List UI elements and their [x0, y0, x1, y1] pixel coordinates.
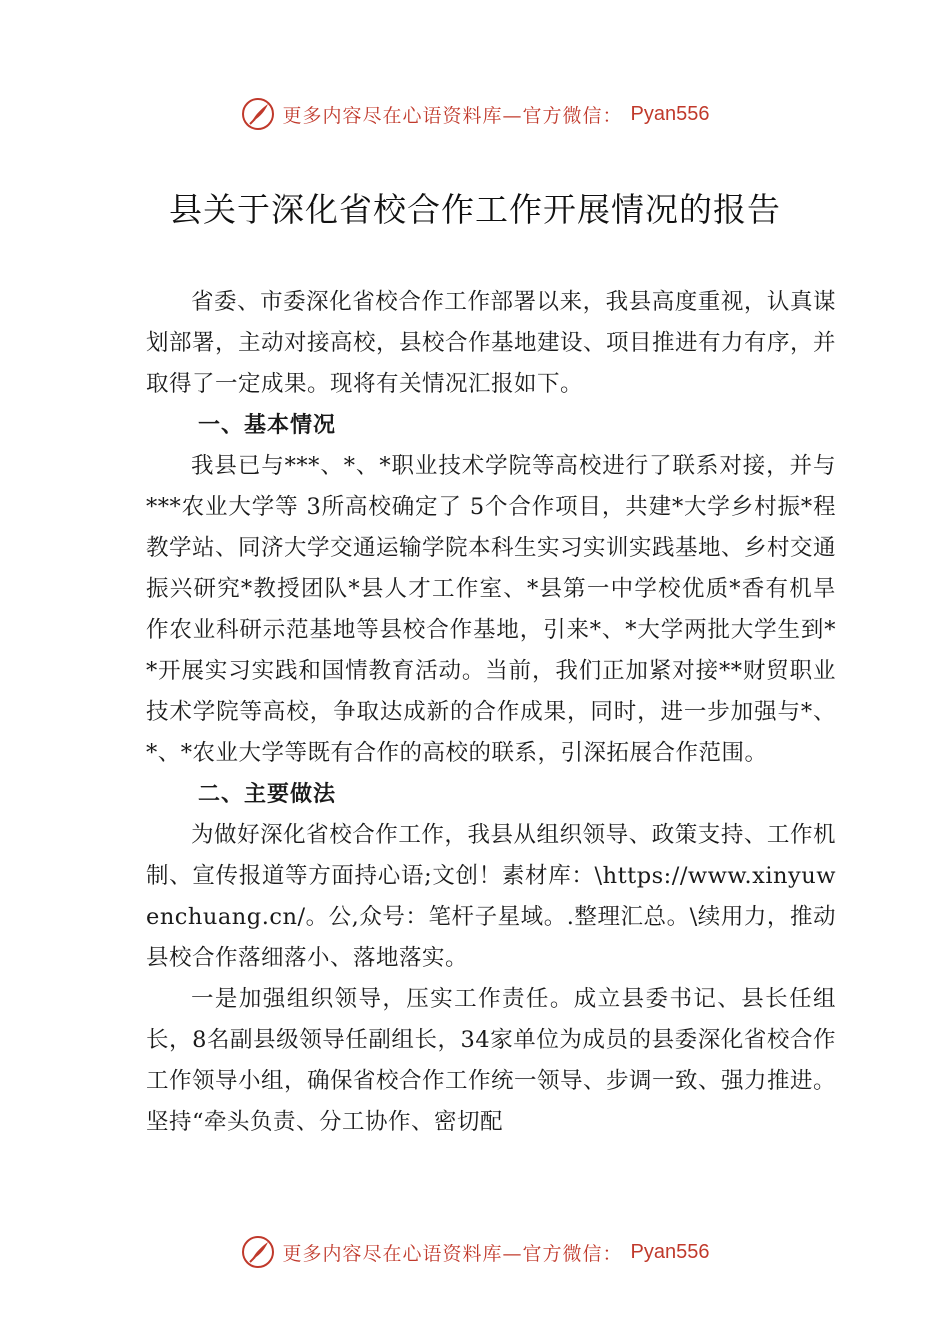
banner-wechat-id: Pyan556 — [630, 1240, 710, 1263]
banner-wechat-id: Pyan556 — [630, 102, 710, 125]
document-title: 县关于深化省校合作工作开展情况的报告 — [169, 190, 781, 229]
header-watermark-banner — [0, 94, 950, 134]
document-body — [146, 282, 836, 1143]
section2-paragraph: 为做好深化省校合作工作，我县从组织领导、政策支持、工作机制、宣传报道等方面持心语;文创！素材库：\https://www.xinyuwenchuang.cn/。公,众号：笔杆子星域。.整理汇总。\续用力，推动县校合作落细落小、落地落实。 — [146, 822, 836, 971]
quill-logo-icon — [241, 1235, 275, 1269]
section1-paragraph: 我县已与***、*、*职业技术学院等高校进行了联系对接，并与***农业大学等 3所高校确定了 5个合作项目，共建*大学乡村振*程教学站、同济大学交通运输学院本科生实习实训实践基地、乡村交通振兴研究*教授团队*县人才工作室、*县第一中学校优质*香有机旱作农业科研示范基地等县校合作基地，引来*、*大学两批大学生到**开展实习实践和国情教育活动。当前，我们正加紧对接**财贸职业技术学院等高校，争取达成新的合作成果，同时，进一步加强与*、*、*农业大学等既有合作的高校的联系，引深拓展合作范围。 — [146, 453, 837, 766]
banner-text: 更多内容尽在心语资料库—官方微信： — [282, 1242, 623, 1265]
quill-logo-icon — [241, 97, 275, 131]
footer-watermark-banner — [0, 1232, 950, 1272]
intro-paragraph: 省委、市委深化省校合作工作部署以来，我县高度重视，认真谋划部署，主动对接高校，县校合作基地建设、项目推进有力有序，并取得了一定成果。现将有关情况汇报如下。 — [146, 289, 837, 397]
section1-heading: 一、基本情况 — [198, 413, 337, 438]
section2-point1-paragraph: 一是加强组织领导，压实工作责任。成立县委书记、县长任组长，8名副县级领导任副组长，34家单位为成员的县委深化省校合作工作领导小组，确保省校合作工作统一领导、步调一致、强力推进。坚持“牵头负责、分工协作、密切配 — [146, 986, 837, 1135]
section2-heading: 二、主要做法 — [198, 782, 337, 807]
banner-text: 更多内容尽在心语资料库—官方微信： — [282, 104, 623, 127]
